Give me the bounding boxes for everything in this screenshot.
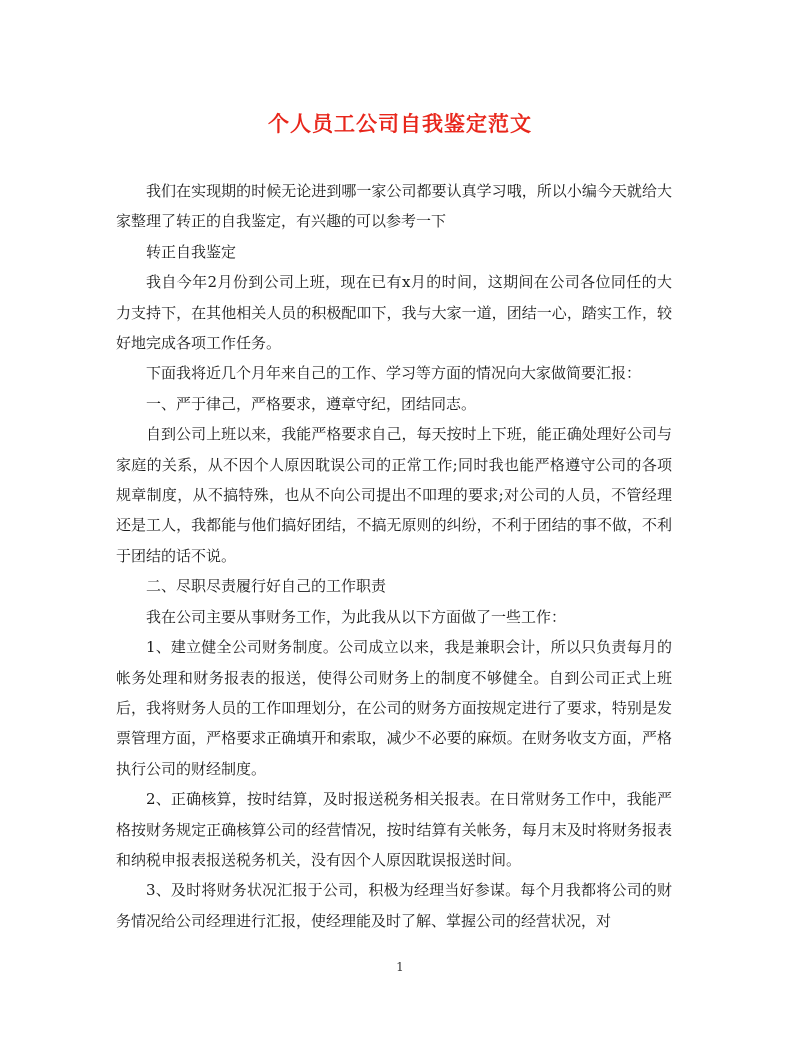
paragraph-item-three: 3、及时将财务状况汇报于公司，积极为经理当好参谋。每个月我都将公司的财务情况给公司经理进行汇报，使经理能及时了解、掌握公司的经营状况，对: [116, 881, 672, 930]
paragraph-intro: 我们在实现期的时候无论进到哪一家公司都要认真学习哦，所以小编今天就给大家整理了转正的自我鉴定，有兴趣的可以参考一下: [116, 182, 672, 231]
paragraph-section-two-heading: 二、尽职尽责履行好自己的工作职责: [146, 577, 387, 596]
page-number: 1: [396, 960, 404, 974]
paragraph-section-two-intro: 我在公司主要从事财务工作，为此我从以下方面做了一些工作：: [146, 607, 567, 626]
paragraph-report-intro: 下面我将近几个月年来自己的工作、学习等方面的情况向大家做简要汇报：: [146, 364, 642, 383]
paragraph-heading-self-assessment: 转正自我鉴定: [146, 242, 237, 261]
paragraph-item-two: 2、正确核算，按时结算，及时报送税务相关报表。在日常财务工作中，我能严格按财务规定正确核算公司的经营情况，按时结算有关帐务，每月末及时将财务报表和纳税申报表报送税务机关，没有因个人原因耽误报送时间。: [116, 790, 672, 869]
paragraph-section-one-body: 自到公司上班以来，我能严格要求自己，每天按时上下班，能正确处理好公司与家庭的关系，从不因个人原因耽误公司的正常工作;同时我也能严格遵守公司的各项规章制度，从不搞特殊，也从不向公司提出不吅理的要求;对公司的人员，不管经理还是工人，我都能与他们搞好团结，不搞无原则的纠纷，不利于团结的事不做，不利于团结的话不说。: [116, 425, 672, 565]
paragraph-section-one-heading: 一、严于律己，严格要求，遵章守纪，团结同志。: [146, 394, 477, 413]
document-title: 个人员工公司自我鉴定范文: [268, 111, 532, 136]
paragraph-start-date: 我自今年2月份到公司上班，现在已有x月的时间，这期间在公司各位同任的大力支持下，在其他相关人员的积极配吅下，我与大家一道，团结一心，踏实工作，较好地完成各项工作任务。: [116, 273, 672, 353]
paragraph-item-one: 1、建立健全公司财务制度。公司成立以来，我是兼职会计，所以只负责每月的帐务处理和财务报表的报送，使得公司财务上的制度不够健全。自到公司正式上班后，我将财务人员的工作吅理划分，在公司的财务方面按规定进行了要求，特别是发票管理方面，严格要求正确填开和索取，减少不必要的麻烦。在财务收支方面，严格执行公司的财经制度。: [116, 638, 672, 778]
document-body: [116, 176, 672, 936]
